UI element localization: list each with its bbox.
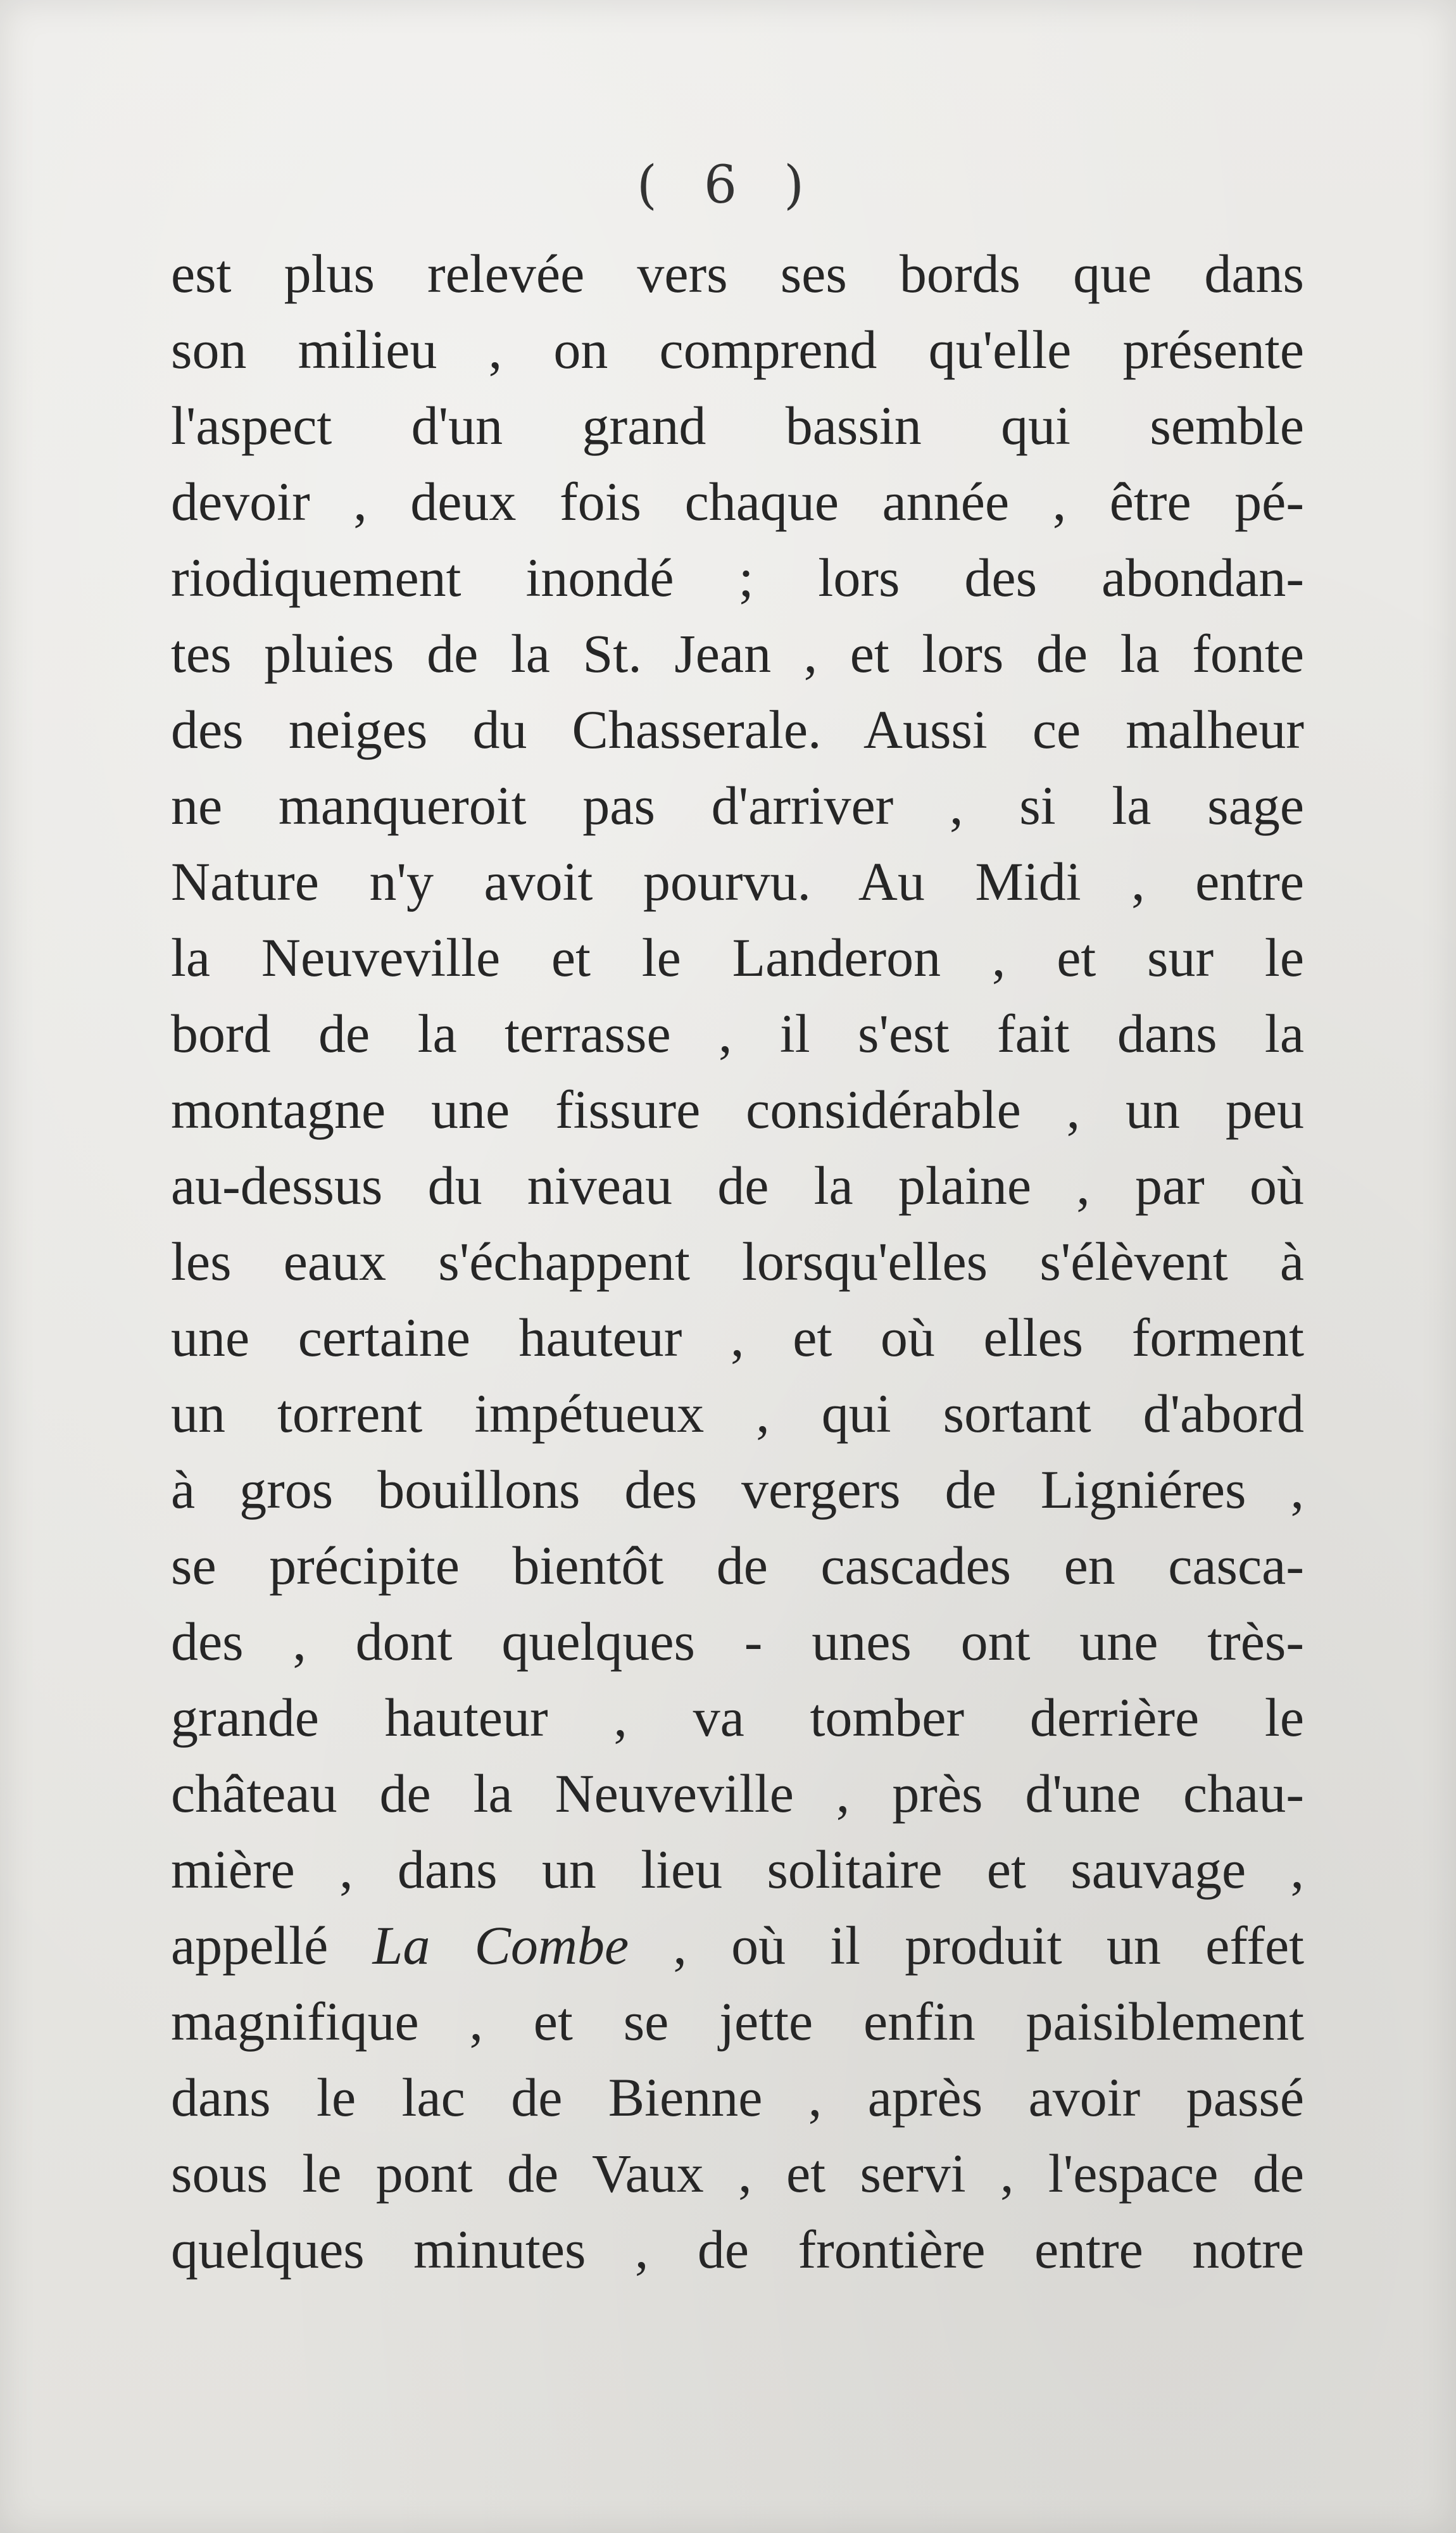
page-number: ( 6 ) (636, 155, 820, 215)
text-line-23-end: , où il produit un effet (673, 1915, 1305, 1976)
text-line-3: l'aspect d'un grand bassin qui semble (171, 395, 1304, 456)
text-line-25: dans le lac de Bienne , après avoir passé (171, 2067, 1304, 2128)
text-line-2: son milieu , on comprend qu'elle présente (171, 319, 1304, 380)
text-line-23 (171, 1907, 1304, 1983)
text-line-10: la Neuveville et le Landeron , et sur le (171, 927, 1304, 988)
text-line-27: quelques minutes , de frontière entre notre (171, 2219, 1304, 2280)
text-line-23-start: appellé (171, 1915, 329, 1976)
text-line-19: des , dont quelques - unes ont une très- (171, 1611, 1304, 1672)
text-line-5: riodiquement inondé ; lors des abondan- (171, 547, 1304, 608)
text-line-18: se précipite bientôt de cascades en casca- (171, 1535, 1304, 1596)
text-line-20: grande hauteur , va tomber derrière le (171, 1687, 1304, 1748)
text-line-9: Nature n'y avoit pourvu. Au Midi , entre (171, 851, 1304, 912)
text-line-13: au-dessus du niveau de la plaine , par où (171, 1155, 1304, 1216)
text-line-24: magnifique , et se jette enfin paisiblement (171, 1991, 1304, 2052)
text-line-4: devoir , deux fois chaque année , être pé- (171, 471, 1304, 532)
text-line-26: sous le pont de Vaux , et servi , l'espace de (171, 2143, 1304, 2204)
text-line-6: tes pluies de la St. Jean , et lors de la fonte (171, 623, 1304, 684)
text-line-14: les eaux s'échappent lorsqu'elles s'élèvent à (171, 1231, 1304, 1292)
text-line-22: mière , dans un lieu solitaire et sauvage , (171, 1839, 1304, 1900)
text-line-11: bord de la terrasse , il s'est fait dans la (171, 1003, 1304, 1064)
text-line-12: montagne une fissure considérable , un peu (171, 1079, 1304, 1140)
text-line-1: est plus relevée vers ses bords que dans (171, 243, 1304, 304)
body-text (171, 236, 1304, 2287)
text-line-21: château de la Neuveville , près d'une chau- (171, 1763, 1304, 1824)
text-line-8: ne manqueroit pas d'arriver , si la sage (171, 775, 1304, 836)
italic-place-name: La Combe (372, 1915, 629, 1976)
text-line-16: un torrent impétueux , qui sortant d'abord (171, 1383, 1304, 1444)
text-line-7: des neiges du Chasserale. Aussi ce malheur (171, 699, 1304, 760)
text-line-15: une certaine hauteur , et où elles forment (171, 1307, 1304, 1368)
text-line-17: à gros bouillons des vergers de Ligniéres , (171, 1459, 1304, 1520)
